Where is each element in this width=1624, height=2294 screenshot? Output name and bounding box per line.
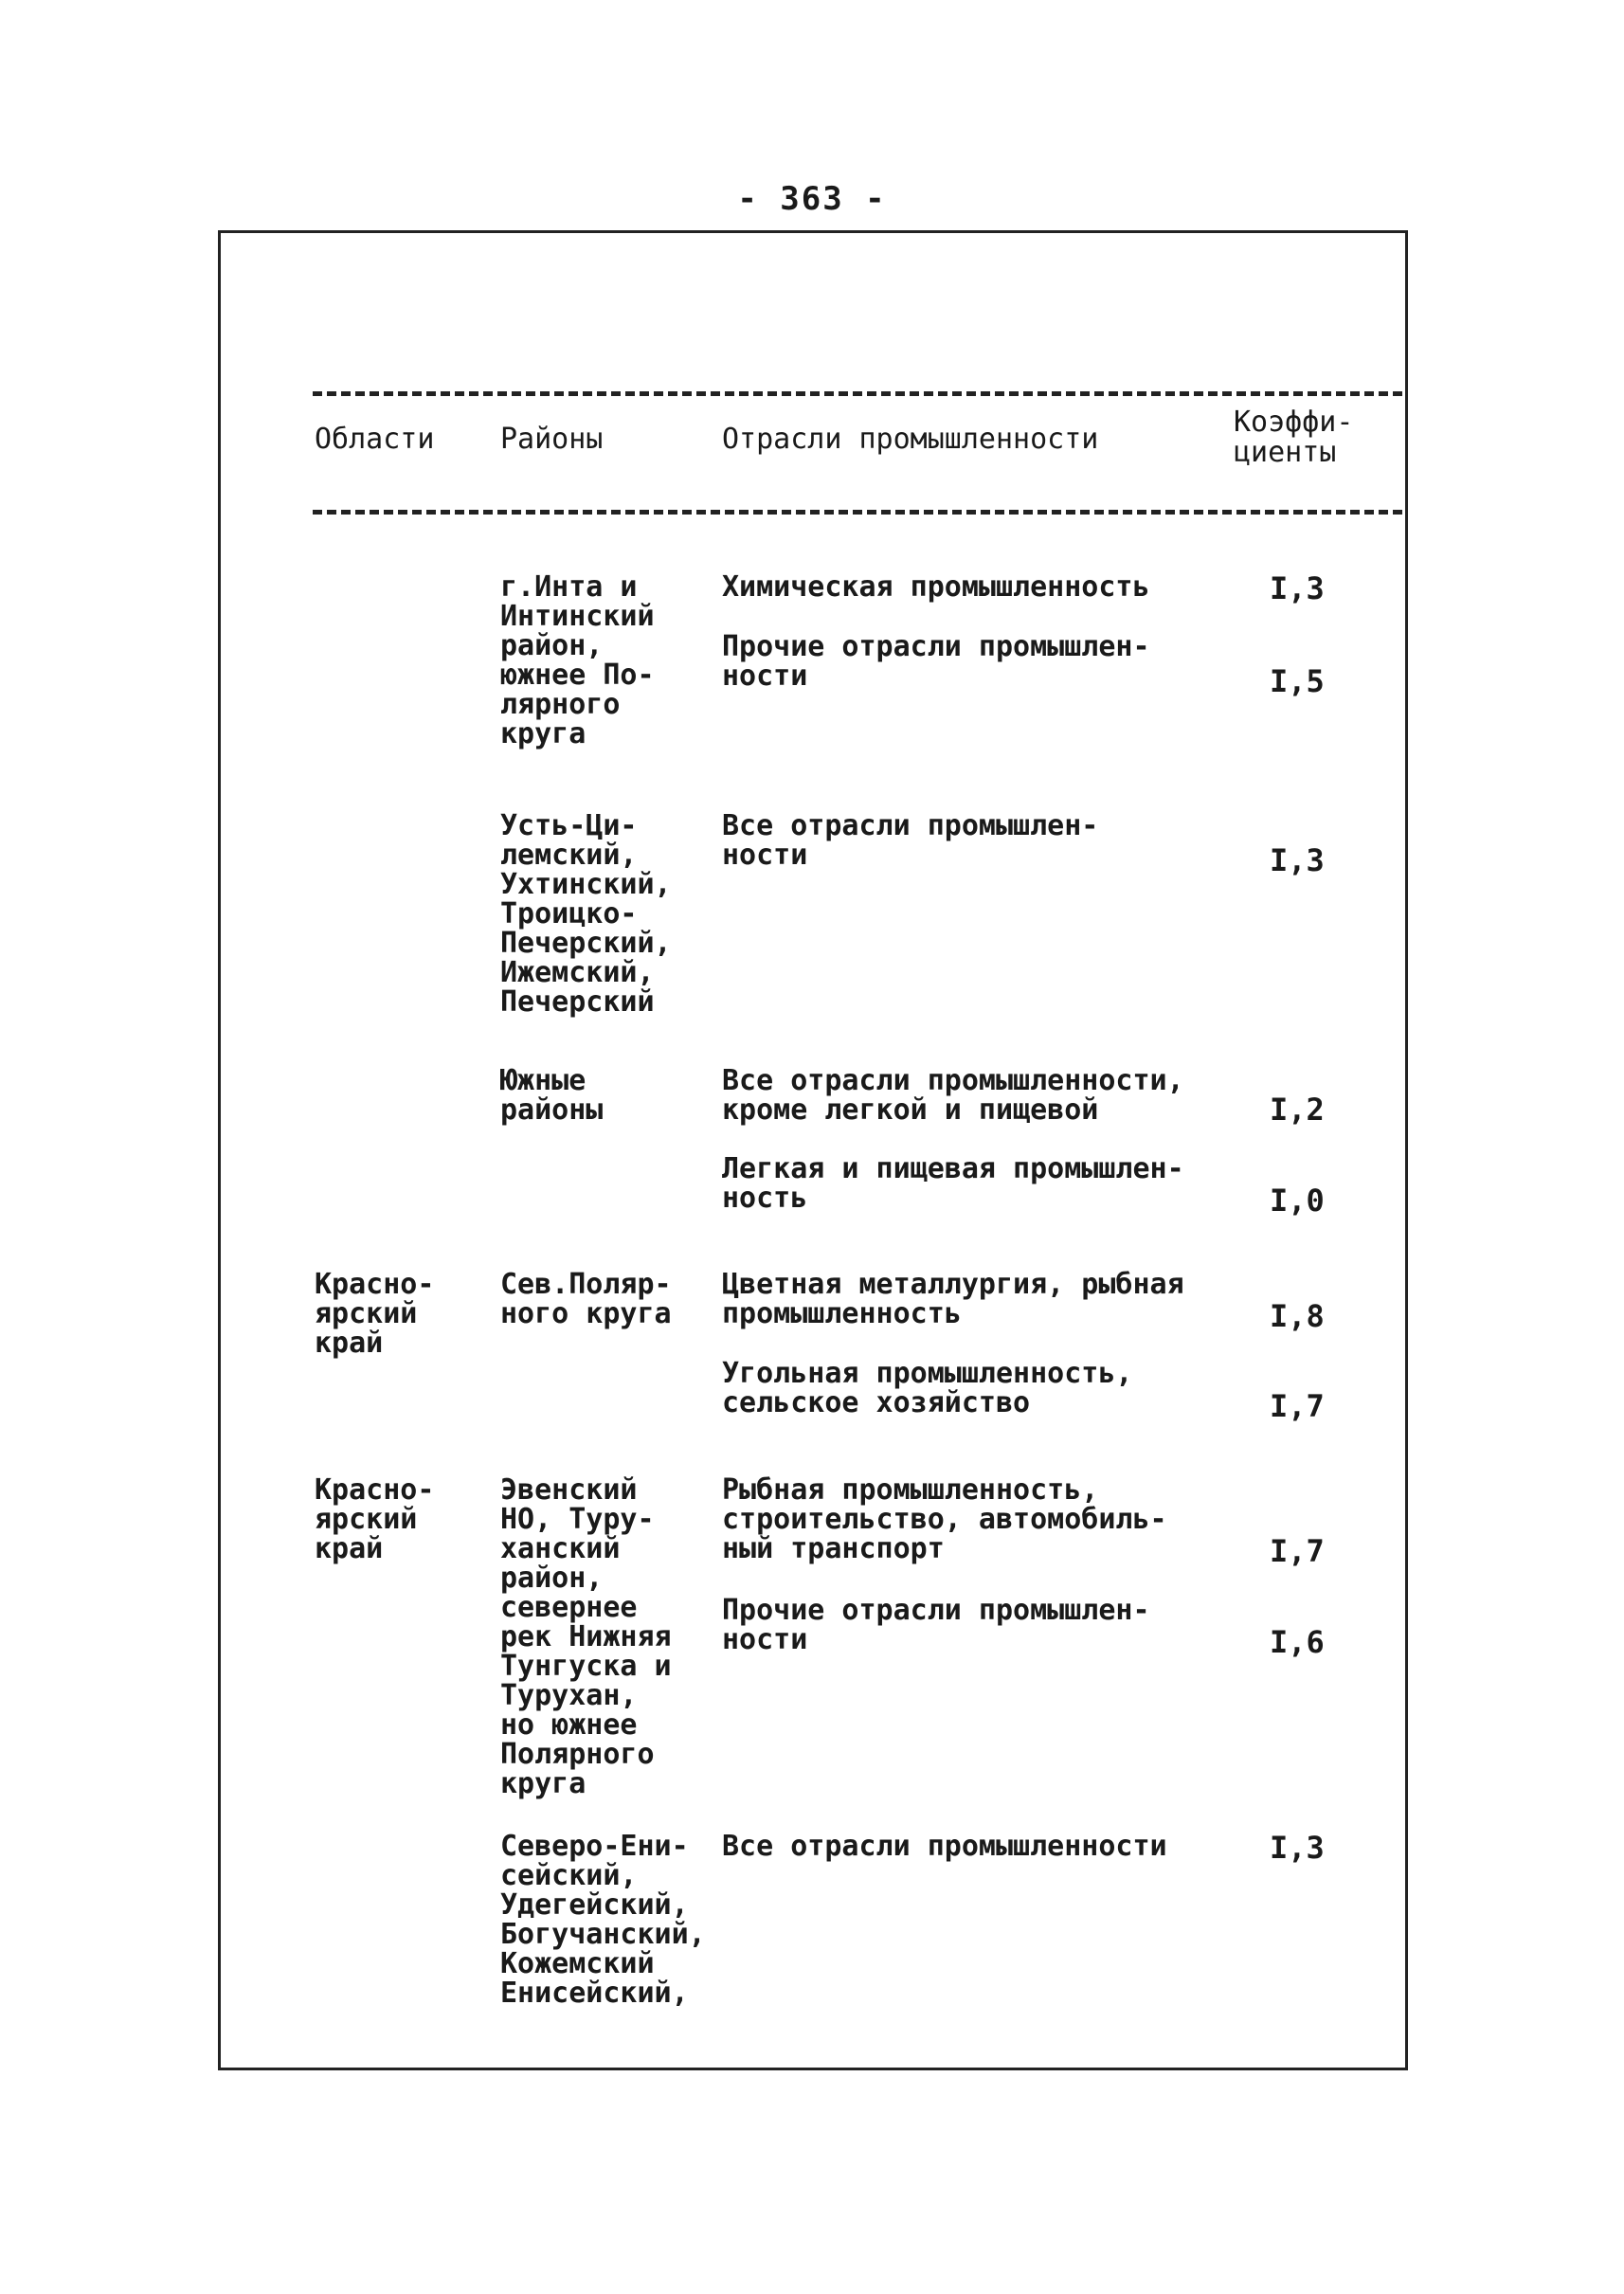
table-cell-coefficient: I,8	[1270, 1298, 1325, 1334]
header-top-divider	[313, 391, 1402, 396]
table-cell-district: Усть-Ци- лемский, Ухтинский, Троицко- Печерский, Ижемский, Печерский	[500, 809, 672, 1019]
header-coefficients: Коэффи- циенты	[1234, 406, 1354, 469]
table-cell-industry: Все отрасли промышленности	[722, 1830, 1167, 1863]
table-cell-industry: Прочие отрасли промышлен- ности	[722, 1594, 1150, 1656]
table-cell-coefficient: I,3	[1270, 1830, 1325, 1866]
table-cell-district: Эвенский НО, Туру- ханский район, севернее рек Нижняя Тунгуска и Турухан, но южнее Полярного круга	[500, 1473, 672, 1800]
table-cell-coefficient: I,0	[1270, 1183, 1325, 1219]
table-cell-coefficient: I,6	[1270, 1624, 1325, 1660]
header-industries: Отрасли промышленности	[722, 423, 1099, 456]
table-cell-industry: Прочие отрасли промышлен- ности	[722, 630, 1150, 693]
table-cell-district: Северо-Ени- сейский, Удегейский, Богучанский, Кожемский Енисейский,	[500, 1830, 706, 2010]
table-cell-industry: Цветная металлургия, рыбная промышленность	[722, 1268, 1184, 1330]
header-regions: Области	[315, 423, 435, 456]
table-cell-district: Сев.Поляр- ного круга	[500, 1268, 672, 1330]
header-bottom-divider	[313, 510, 1402, 515]
table-cell-district: г.Инта и Интинский район, южнее По- лярного круга	[500, 570, 655, 750]
table-cell-industry: Рыбная промышленность, строительство, автомобиль- ный транспорт	[722, 1473, 1167, 1565]
table-cell-coefficient: I,3	[1270, 570, 1325, 606]
table-cell-region: Красно- ярский край	[315, 1268, 435, 1360]
table-frame	[218, 230, 1408, 2070]
page-number: - 363 -	[737, 180, 887, 218]
table-cell-region: Красно- ярский край	[315, 1473, 435, 1565]
table-cell-district: Южные районы	[500, 1064, 604, 1127]
table-cell-coefficient: I,7	[1270, 1533, 1325, 1569]
table-cell-coefficient: I,7	[1270, 1388, 1325, 1424]
table-cell-coefficient: I,2	[1270, 1092, 1325, 1128]
table-cell-industry: Химическая промышленность	[722, 570, 1150, 604]
table-cell-industry: Все отрасли промышленности, кроме легкой и пищевой	[722, 1064, 1184, 1127]
table-cell-industry: Легкая и пищевая промышлен- ность	[722, 1152, 1184, 1215]
header-districts: Районы	[500, 423, 604, 456]
table-cell-industry: Угольная промышленность, сельское хозяйство	[722, 1357, 1133, 1419]
table-cell-coefficient: I,5	[1270, 663, 1325, 699]
table-cell-coefficient: I,3	[1270, 842, 1325, 878]
table-cell-industry: Все отрасли промышлен- ности	[722, 809, 1099, 872]
